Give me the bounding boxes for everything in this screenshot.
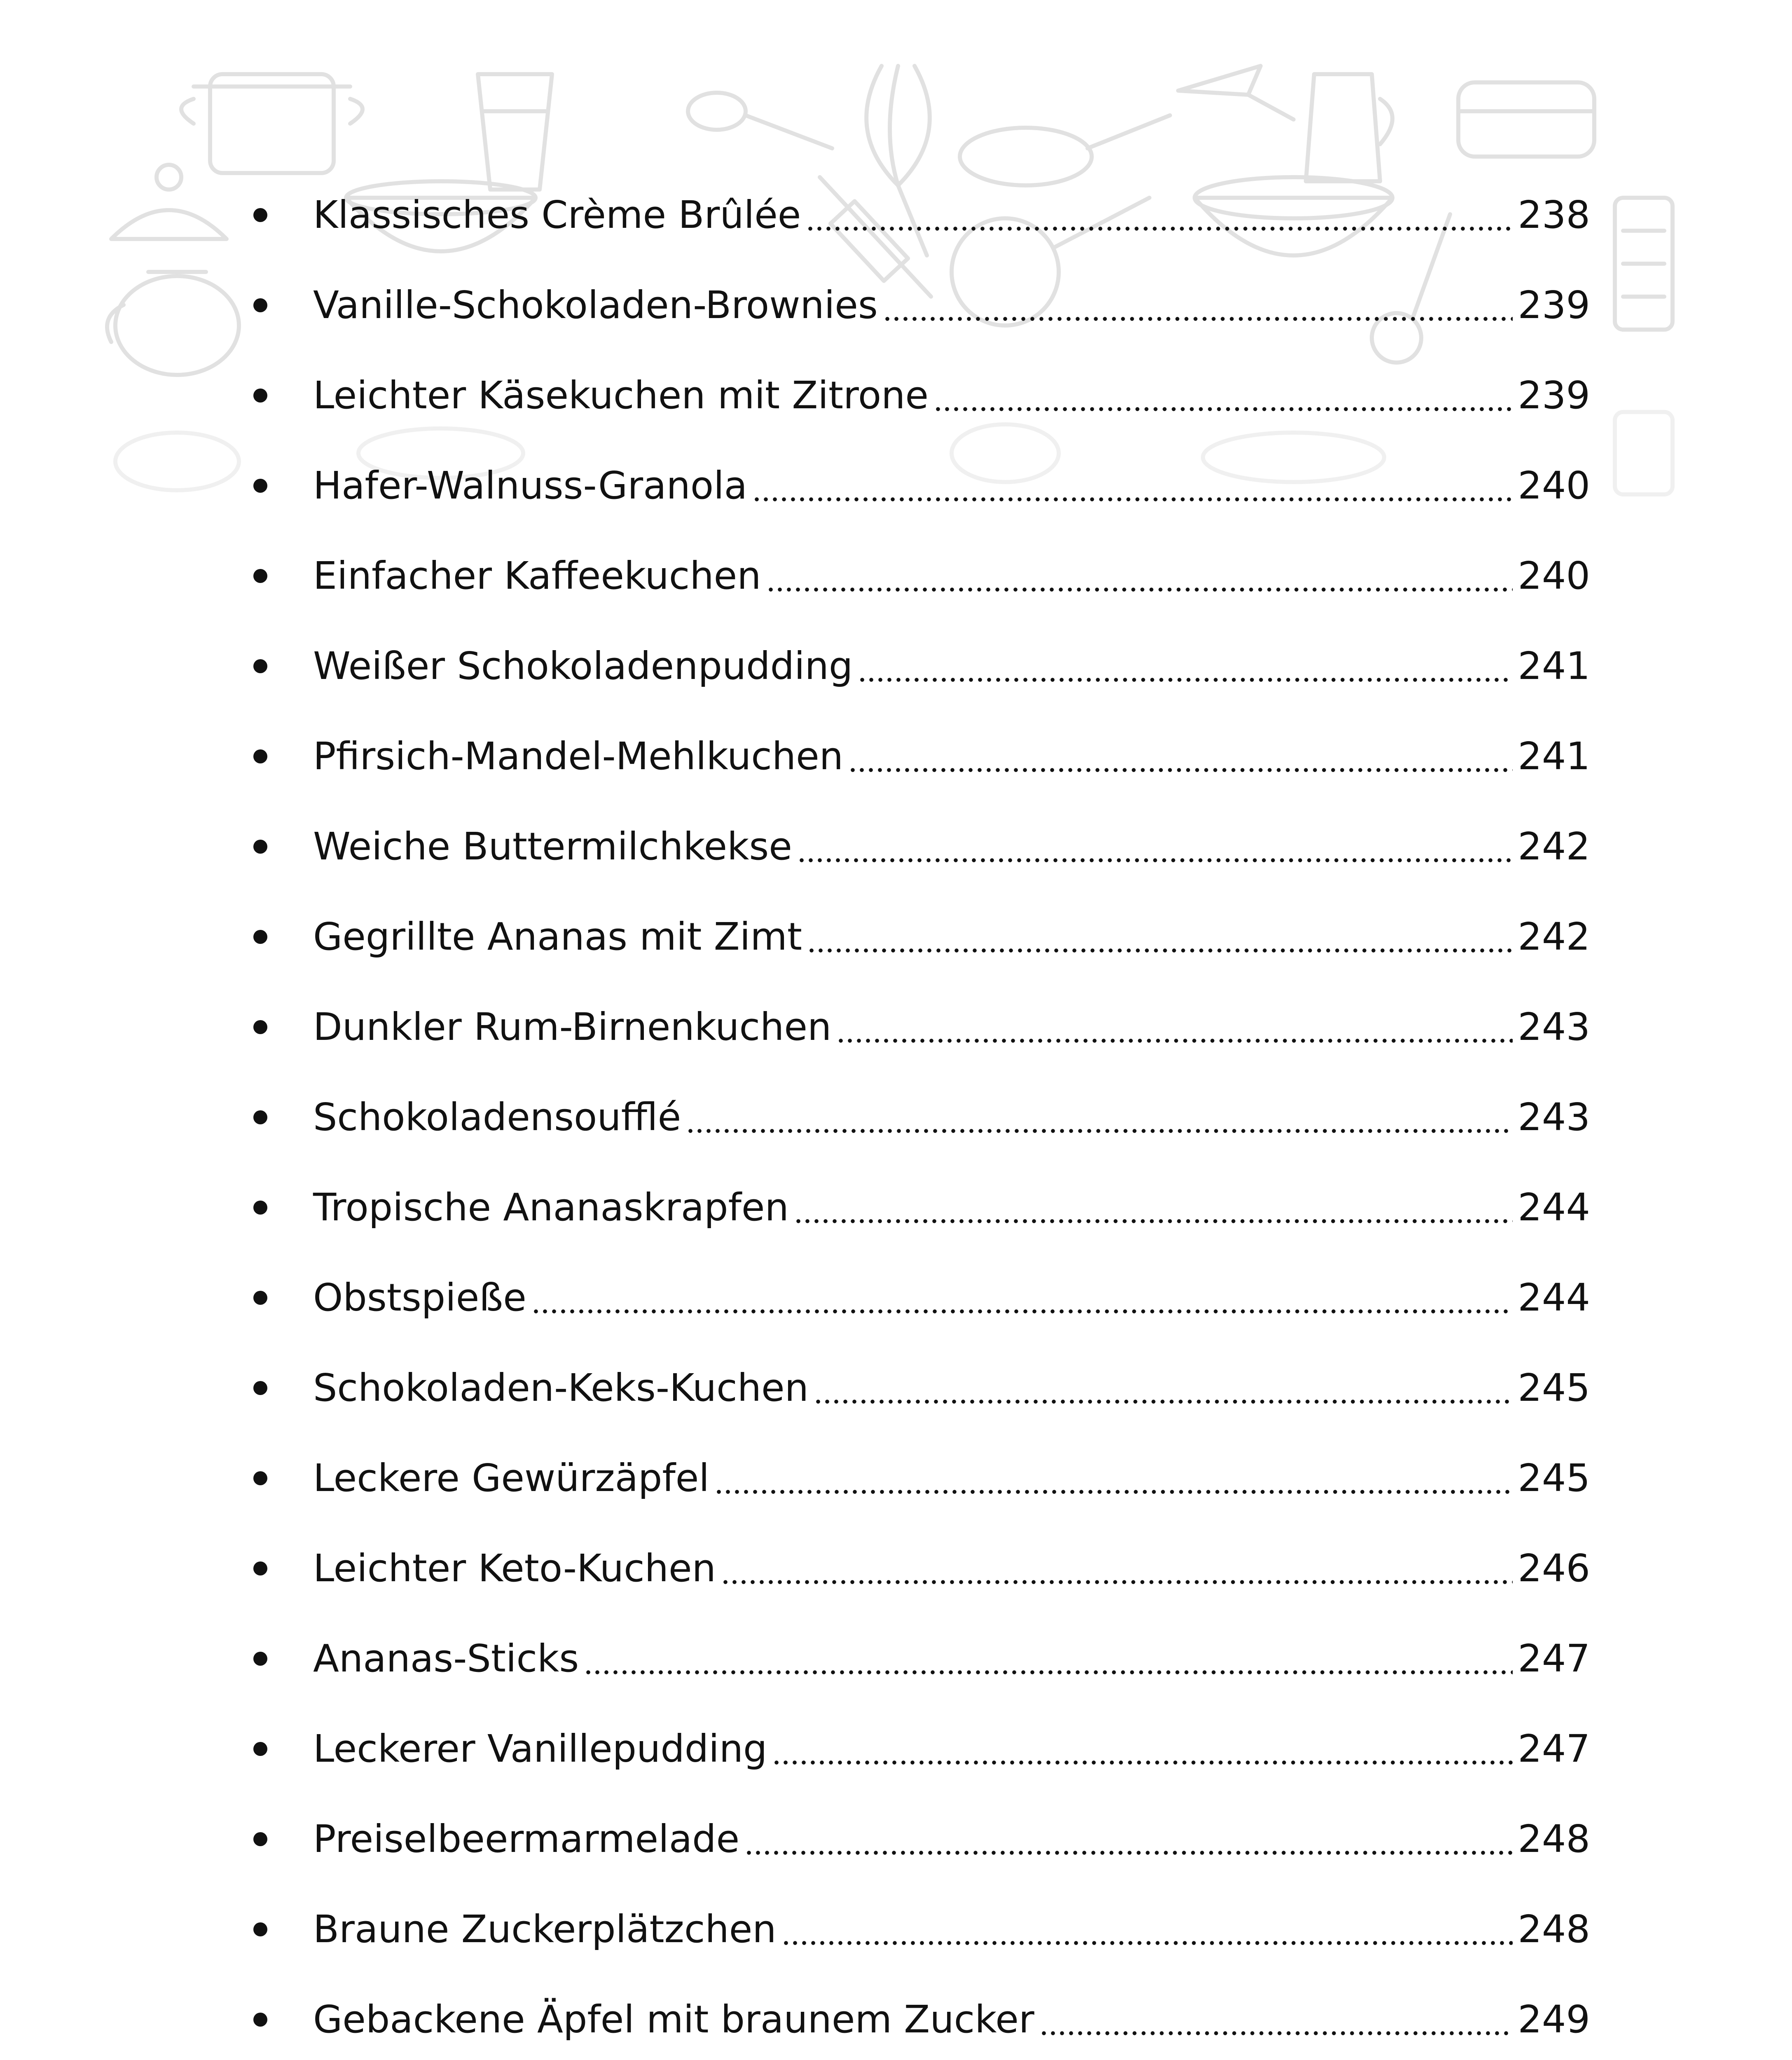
bullet-icon bbox=[253, 1742, 267, 1756]
toc-entry-page-number: 243 bbox=[1518, 1005, 1590, 1049]
dot-leader bbox=[766, 587, 1513, 592]
toc-entry[interactable] bbox=[231, 621, 1590, 711]
bullet-icon bbox=[253, 298, 267, 312]
bullet-icon bbox=[253, 1652, 267, 1666]
toc-entry[interactable] bbox=[231, 1884, 1590, 1974]
toc-entry-page-number: 244 bbox=[1518, 1276, 1590, 1320]
bullet-icon bbox=[253, 1922, 267, 1936]
toc-entry-page-number: 240 bbox=[1518, 464, 1590, 508]
toc-entry-page-number: 248 bbox=[1518, 1817, 1590, 1861]
toc-entry[interactable] bbox=[231, 260, 1590, 350]
toc-entry-page-number: 246 bbox=[1518, 1546, 1590, 1590]
toc-entry-page-number: 240 bbox=[1518, 554, 1590, 598]
toc-entry[interactable] bbox=[231, 1162, 1590, 1252]
toc-entry-page-number: 247 bbox=[1518, 1636, 1590, 1681]
dot-leader bbox=[806, 226, 1513, 231]
kettle-icon bbox=[107, 272, 239, 375]
toc-entry-title: Gegrillte Ananas mit Zimt bbox=[313, 915, 802, 959]
toc-entry-page-number: 239 bbox=[1518, 373, 1590, 417]
toc-entry-title: Einfacher Kaffeekuchen bbox=[313, 554, 761, 598]
toc-entry[interactable] bbox=[231, 1523, 1590, 1613]
toc-entry[interactable] bbox=[231, 1252, 1590, 1343]
toc-entry-title: Hafer-Walnuss-Granola bbox=[313, 464, 748, 508]
toc-entry-title: Preiselbeermarmelade bbox=[313, 1817, 740, 1861]
dot-leader bbox=[686, 1128, 1513, 1133]
toc-entry-title: Braune Zuckerplätzchen bbox=[313, 1907, 777, 1951]
toc-entry-page-number: 241 bbox=[1518, 734, 1590, 778]
toc-entry[interactable] bbox=[231, 1974, 1590, 2060]
lid-icon bbox=[111, 165, 227, 239]
dot-leader bbox=[814, 1399, 1513, 1404]
bullet-icon bbox=[253, 1291, 267, 1305]
toc-entry-page-number: 243 bbox=[1518, 1095, 1590, 1139]
toc-entry[interactable] bbox=[231, 1613, 1590, 1704]
pot-icon bbox=[181, 74, 363, 173]
toc-entry[interactable] bbox=[231, 440, 1590, 531]
toc-entry[interactable] bbox=[231, 1433, 1590, 1523]
toc-entry-page-number: 239 bbox=[1518, 283, 1590, 327]
toc-entry-page-number: 242 bbox=[1518, 824, 1590, 868]
table-of-contents bbox=[231, 170, 1590, 2060]
dot-leader bbox=[797, 858, 1513, 863]
toc-entry-title: Leckere Gewürzäpfel bbox=[313, 1456, 709, 1500]
toc-entry-title: Gebackene Äpfel mit braunem Zucker bbox=[313, 1997, 1034, 2041]
bullet-icon bbox=[253, 2013, 267, 2027]
toc-entry[interactable] bbox=[231, 1072, 1590, 1162]
toc-entry-page-number: 248 bbox=[1518, 1907, 1590, 1951]
toc-entry-title: Schokoladen-Keks-Kuchen bbox=[313, 1366, 809, 1410]
toc-entry-title: Obstspieße bbox=[313, 1276, 526, 1320]
toc-entry-title: Ananas-Sticks bbox=[313, 1636, 579, 1681]
cake-pan-icon bbox=[1458, 82, 1594, 157]
dot-leader bbox=[781, 1941, 1513, 1945]
toc-entry[interactable] bbox=[231, 350, 1590, 440]
dot-leader bbox=[848, 768, 1513, 772]
bullet-icon bbox=[253, 1832, 267, 1846]
toc-entry-title: Tropische Ananaskrapfen bbox=[313, 1185, 789, 1229]
spoon-icon bbox=[688, 93, 832, 148]
dot-leader bbox=[794, 1219, 1513, 1224]
dot-leader bbox=[883, 316, 1513, 321]
toc-entry[interactable] bbox=[231, 982, 1590, 1072]
bullet-icon bbox=[253, 1381, 267, 1395]
toc-entry-title: Dunkler Rum-Birnenkuchen bbox=[313, 1005, 832, 1049]
bullet-icon bbox=[253, 659, 267, 673]
toc-entry-page-number: 242 bbox=[1518, 915, 1590, 959]
toc-entry[interactable] bbox=[231, 1343, 1590, 1433]
bullet-icon bbox=[253, 840, 267, 854]
toc-entry-page-number: 238 bbox=[1518, 193, 1590, 237]
toc-entry-title: Weißer Schokoladenpudding bbox=[313, 644, 853, 688]
knife-icon bbox=[1178, 66, 1294, 119]
dot-leader bbox=[744, 1850, 1513, 1855]
dot-leader bbox=[531, 1309, 1513, 1314]
toc-entry-title: Leichter Käsekuchen mit Zitrone bbox=[313, 373, 929, 417]
jug-icon bbox=[1306, 74, 1392, 181]
toc-entry-title: Leichter Keto-Kuchen bbox=[313, 1546, 716, 1590]
toc-entry-page-number: 249 bbox=[1518, 1997, 1590, 2041]
bullet-icon bbox=[253, 930, 267, 944]
toc-entry-title: Vanille-Schokoladen-Brownies bbox=[313, 283, 878, 327]
toc-entry[interactable] bbox=[231, 801, 1590, 892]
bullet-icon bbox=[253, 1020, 267, 1034]
toc-entry[interactable] bbox=[231, 1794, 1590, 1884]
dot-leader bbox=[1039, 2031, 1513, 2036]
dot-leader bbox=[714, 1489, 1513, 1494]
dot-leader bbox=[807, 948, 1513, 953]
bullet-icon bbox=[253, 569, 267, 583]
toc-entry-title: Weiche Buttermilchkekse bbox=[313, 824, 792, 868]
bullet-icon bbox=[253, 208, 267, 222]
toc-entry-page-number: 244 bbox=[1518, 1185, 1590, 1229]
toc-entry-title: Klassisches Crème Brûlée bbox=[313, 193, 801, 237]
dot-leader bbox=[721, 1580, 1513, 1585]
bullet-icon bbox=[253, 1561, 267, 1575]
toc-entry[interactable] bbox=[231, 531, 1590, 621]
dot-leader bbox=[752, 497, 1513, 502]
dot-leader bbox=[933, 407, 1513, 412]
toc-entry-page-number: 245 bbox=[1518, 1366, 1590, 1410]
toc-entry-page-number: 247 bbox=[1518, 1727, 1590, 1771]
dot-leader bbox=[858, 677, 1513, 682]
toc-entry-title: Leckerer Vanillepudding bbox=[313, 1727, 767, 1771]
toc-entry-title: Schokoladensoufflé bbox=[313, 1095, 681, 1139]
toc-entry-page-number: 245 bbox=[1518, 1456, 1590, 1500]
bullet-icon bbox=[253, 1201, 267, 1215]
dot-leader bbox=[584, 1670, 1513, 1675]
bullet-icon bbox=[253, 479, 267, 493]
bullet-icon bbox=[253, 389, 267, 403]
grater-icon bbox=[1615, 198, 1673, 330]
bullet-icon bbox=[253, 1471, 267, 1485]
toc-entry[interactable] bbox=[231, 711, 1590, 801]
bullet-icon bbox=[253, 1110, 267, 1124]
toc-entry[interactable] bbox=[231, 170, 1590, 260]
dot-leader bbox=[836, 1038, 1513, 1043]
toc-entry[interactable] bbox=[231, 1704, 1590, 1794]
toc-entry[interactable] bbox=[231, 892, 1590, 982]
dot-leader bbox=[772, 1760, 1513, 1765]
toc-entry-title: Pfirsich-Mandel-Mehlkuchen bbox=[313, 734, 844, 778]
bullet-icon bbox=[253, 749, 267, 763]
toc-entry-page-number: 241 bbox=[1518, 644, 1590, 688]
